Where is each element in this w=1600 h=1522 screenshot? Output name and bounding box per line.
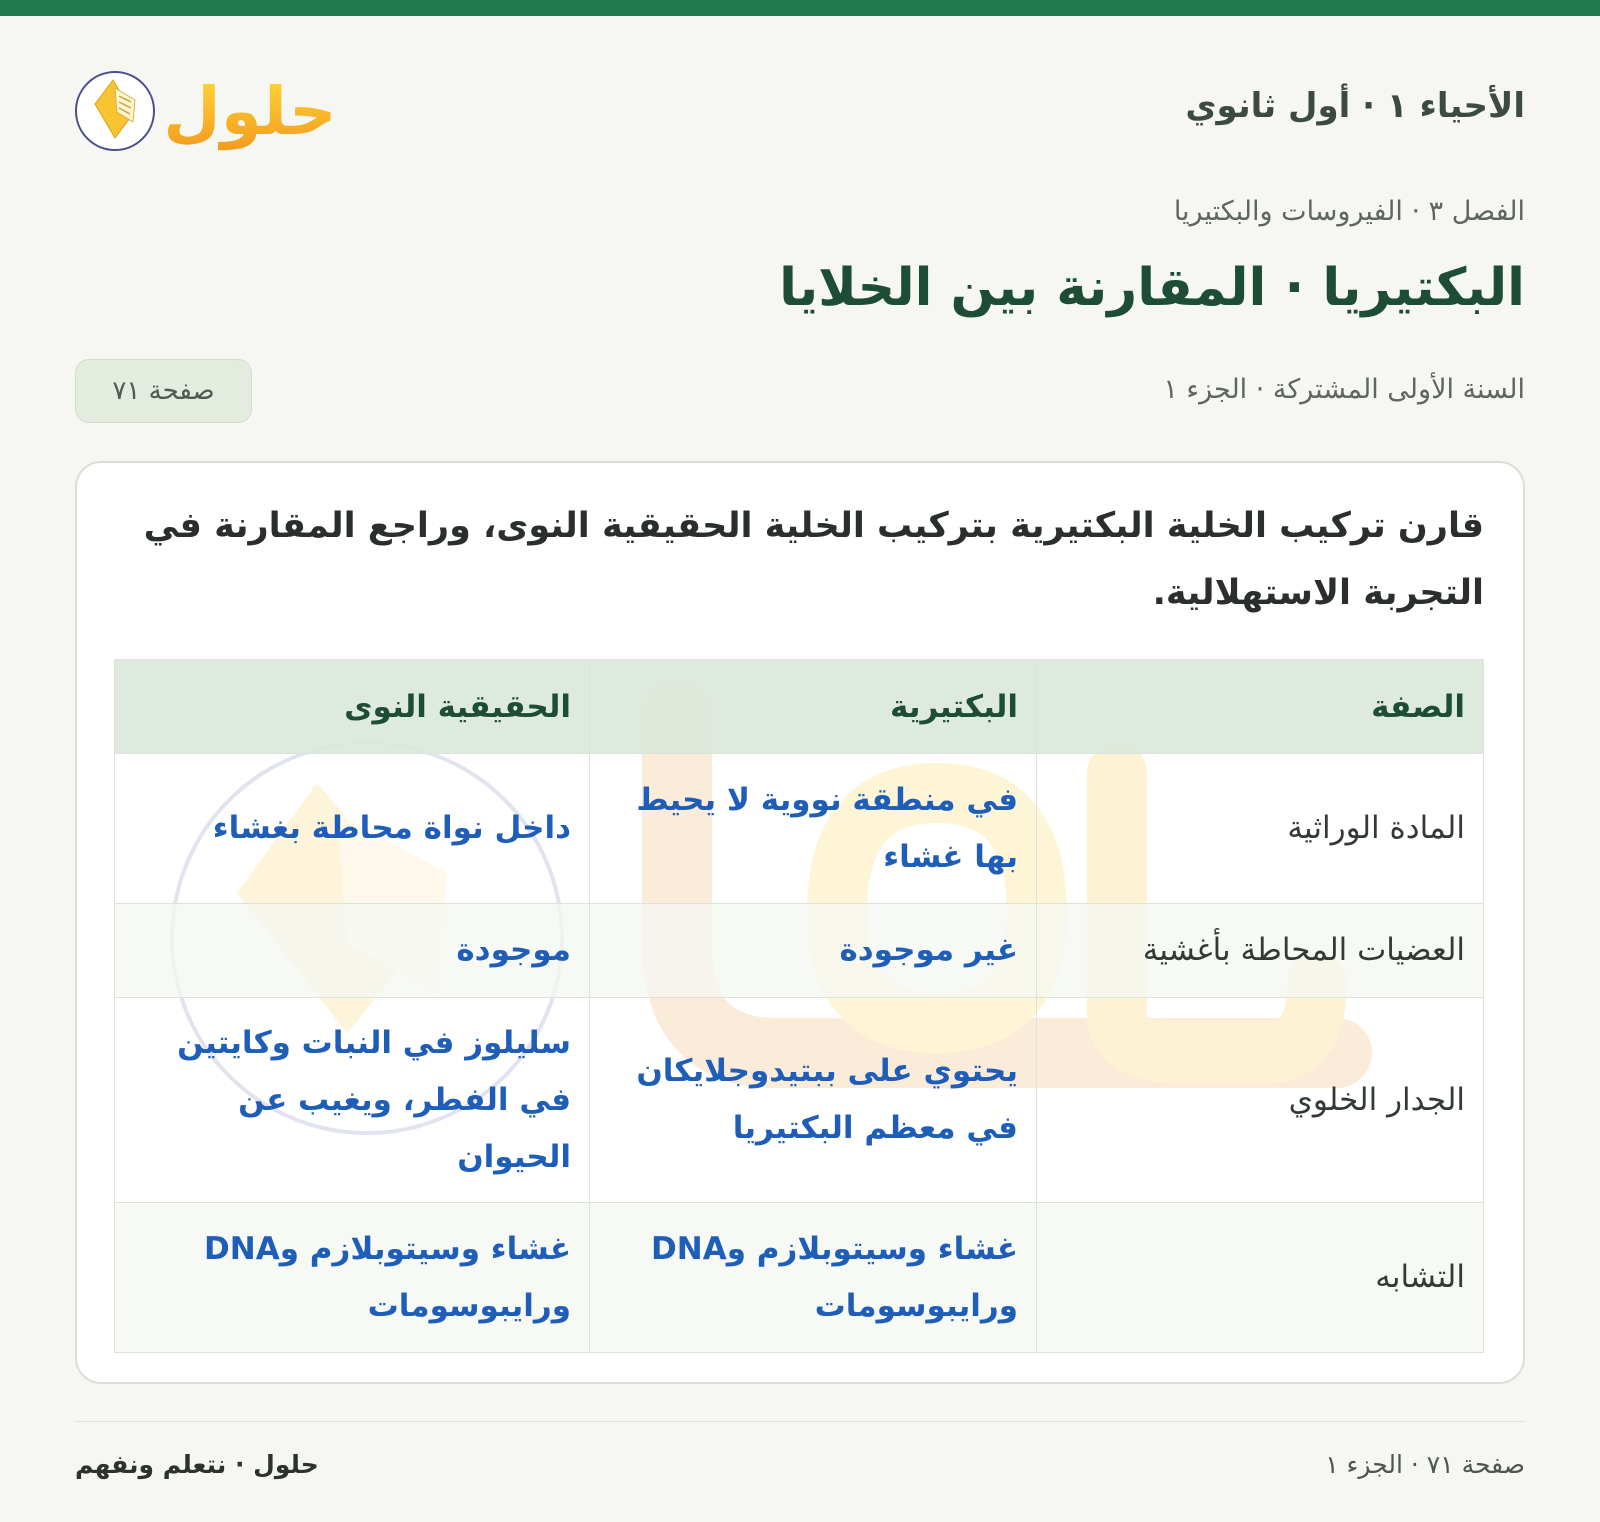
question-text: قارن تركيب الخلية البكتيرية بتركيب الخلية الحقيقية النوى، وراجع المقارنة في التجربة الاستهلالية. [143,506,1484,613]
column-header: البكتيرية [590,660,1037,754]
table-header-row [115,660,1484,754]
table-row [115,754,1484,904]
table-row [115,998,1484,1203]
book-label: السنة الأولى المشتركة · الجزء ١ [1163,374,1525,405]
svg-text:حلول: حلول [163,73,337,150]
footer-brand: حلول · نتعلم ونفهم [75,1450,319,1479]
comparison-table [114,659,1484,1353]
eukaryote-cell: موجودة [115,904,590,998]
table-row [115,904,1484,998]
attribute-cell: الجدار الخلوي [1037,998,1484,1203]
footer-divider [75,1421,1525,1422]
page-title: البكتيريا · المقارنة بين الخلايا [779,258,1525,318]
eukaryote-cell: داخل نواة محاطة بغشاء [115,754,590,904]
attribute-cell: المادة الوراثية [1037,754,1484,904]
hulul-logo[interactable] [75,52,345,162]
page-header [75,52,1525,162]
attribute-cell: التشابه [1037,1203,1484,1353]
column-header: الحقيقية النوى [115,660,590,754]
subject-title: الأحياء ١ · أول ثانوي [1185,86,1525,126]
top-accent-bar [0,0,1600,16]
bacteria-cell: يحتوي على ببتيدوجلايكان في معظم البكتيريا [590,998,1037,1203]
attribute-cell: العضيات المحاطة بأغشية [1037,904,1484,998]
bacteria-cell: غير موجودة [590,904,1037,998]
table-row [115,1203,1484,1353]
footer-page-info: صفحة ٧١ · الجزء ١ [1325,1450,1525,1479]
question-card [75,461,1525,1384]
column-header: الصفة [1037,660,1484,754]
bacteria-cell: في منطقة نووية لا يحيط بها غشاء [590,754,1037,904]
chapter-label: الفصل ٣ · الفيروسات والبكتيريا [1173,196,1525,227]
page-number-badge: صفحة ٧١ [75,359,252,423]
eukaryote-cell: سليلوز في النبات وكايتين في الفطر، ويغيب عن الحيوان [115,998,590,1203]
eukaryote-cell: غشاء وسيتوبلازم وDNA ورايبوسومات [115,1203,590,1353]
logo-icon [75,52,345,162]
bacteria-cell: غشاء وسيتوبلازم وDNA ورايبوسومات [590,1203,1037,1353]
